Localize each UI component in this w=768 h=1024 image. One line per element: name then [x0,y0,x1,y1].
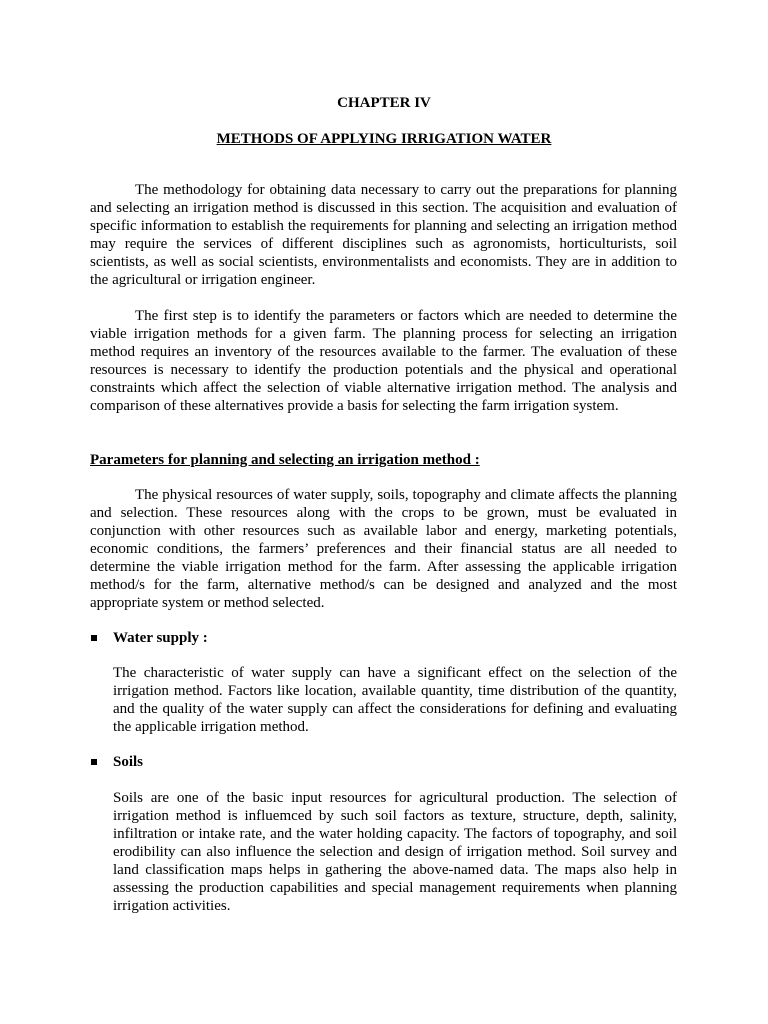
bullet-square-icon [91,759,97,765]
intro-paragraph-2: The first step is to identify the parameters or factors which are needed to determine the viable irrigation methods for a given farm. The planning process for selecting an irrigation method requires an inventory of the resources available to the farmer. The evaluation of these resources is necessary to identify the production potentials and the physical and operational constraints which affect the selection of viable alternative irrigation method. The analysis and comparison of these alternatives provide a basis for selecting the farm irrigation system. [90,308,677,414]
bullet-label: Water supply : [113,630,208,646]
bullet-text-water-supply: The characteristic of water supply can have a significant effect on the selection of the irrigation method. Factors like location, available quantity, time distribution of the quantity, and the quality of the water supply can affect the considerations for defining and evaluating the applicable irrigation method. [113,665,677,735]
intro-paragraph-1: The methodology for obtaining data necessary to carry out the preparations for planning and selecting an irrigation method is discussed in this section. The acquisition and evaluation of specific information to establish the requirements for planning and selecting an irrigation method may require the services of different disciplines such as agronomists, horticulturists, soil scientists, as well as social scientists, environmentalists and economists. They are in addition to the agricultural or irrigation engineer. [90,182,677,288]
section-heading: Parameters for planning and selecting an irrigation method : [90,452,480,468]
page-title: METHODS OF APPLYING IRRIGATION WATER [216,131,552,147]
bullet-text-soils: Soils are one of the basic input resources for agricultural production. The selection of irrigation method is influemced by such soil factors as texture, structure, depth, salinity, infiltration or intake rate, and the water holding capacity. The factors of topography, and soil erodibility can also influence the selection and design of irrigation method. Soil survey and land classification maps helps in gathering the above-named data. The maps also help in assessing the production capabilities and special management requirements when planning irrigation activities. [113,790,677,914]
section-paragraph: The physical resources of water supply, soils, topography and climate affects the planning and selection. These resources along with the crops to be grown, must be evaluated in conjunction with other resources such as available labor and energy, marketing potentials, economic conditions, the farmers’ preferences and their financial status are all needed to determine the viable irrigation method for the farm. After assessing the applicable irrigation method/s for the farm, alternative method/s can be designed and analyzed and the most appropriate system or method selected. [90,487,677,611]
bullet-label: Soils [113,754,144,770]
bullet-item-soils [90,753,143,771]
bullet-square-icon [91,635,97,641]
bullet-item-water-supply [90,629,208,647]
chapter-heading: CHAPTER IV [337,95,431,111]
